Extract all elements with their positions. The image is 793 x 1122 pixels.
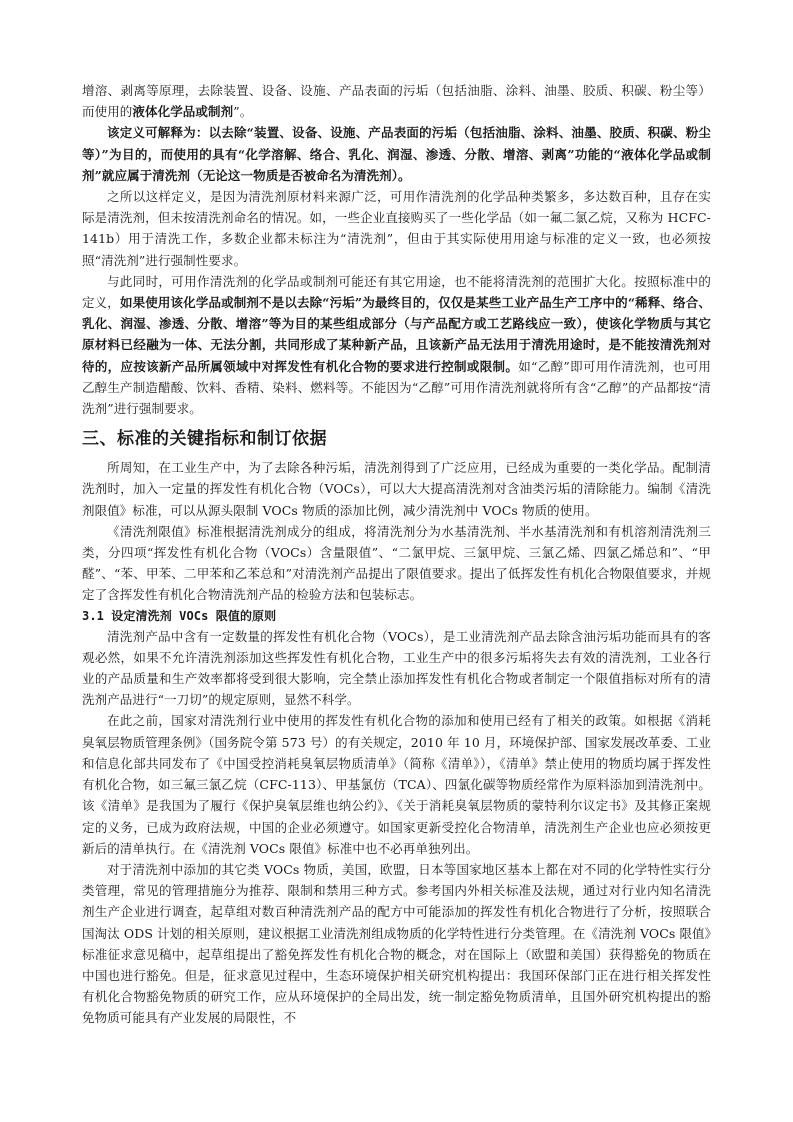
document-page: [82, 80, 711, 1029]
paragraph-classification: 《清洗剂限值》标准根据清洗剂成分的组成，将清洗剂分为水基清洗剂、半水基清洗剂和有机溶剂清洗剂三类，分四项“挥发性有机化合物（VOCs）含量限值”、“二氯甲烷、三氯甲烷、三氯乙烯、四氯乙烯总和”、“甲醛”、“苯、甲苯、二甲苯和乙苯总和”对清洗剂产品提出了限值要求。提出了低挥发性有机化合物限值要求，并规定了含挥发性有机化合物清洗剂产品的检验方法和包装标志。: [82, 523, 711, 603]
paragraph-reason: [82, 186, 711, 271]
paragraph-principle: 清洗剂产品中含有一定数量的挥发性有机化合物（VOCs），是工业清洗剂产品去除含油污垢功能而具有的客观必然，如果不允许清洗剂添加这些挥发性有机化合物，工业生产中的很多污垢将失去有效的清洗剂，工业各行业的产品质量和生产效率都将受到很大影响，完全禁止添加挥发性有机化合物或者制定一个限值指标对所有的清洗剂产品进行“一刀切”的规定原则，显然不科学。: [82, 628, 711, 708]
section-heading: 三、标准的关键指标和制订依据: [82, 429, 327, 450]
paragraph-intro: 所周知，在工业生产中，为了去除各种污垢，清洗剂得到了广泛应用，已经成为重要的一类化学品。配制清洗剂时，加入一定量的挥发性有机化合物（VOCs），可以大大提高清洗剂对含油类污垢的清除能力。编制《清洗剂限值》标准，可以从源头限制 VOCs 物质的添加比例，减少清洗剂中 VOCs 物质的使用。: [82, 460, 711, 518]
paragraph-policy: 在此之前，国家对清洗剂行业中使用的挥发性有机化合物的添加和使用已经有了相关的政策。如根据《消耗臭氧层物质管理条例》（国务院令第 573 号）的有关规定，2010 年 10 月，环境保护部、国家发展改革委、工业和信息化部共同发布了《中国受控消耗臭氧层物质清单》（简称《清单》），《清单》禁止使用的物质均属于挥发性有机化合物，如三氟三氯乙烷（CFC-113）、甲基氯仿（TCA）、四氯化碳等物质经常作为原料添加到清洗剂中。该《清单》是我国为了履行《保护臭氧层维也纳公约》、《关于消耗臭氧层物质的蒙特利尔议定书》及其修正案规定的义务，已成为政府法规，中国的企业必须遵守。如国家更新受控化合物清单，清洗剂生产企业也应必须按更新后的清单执行。在《清洗剂 VOCs 限值》标准中也不必再单独列出。: [82, 713, 711, 856]
paragraph-definition-explanation: [82, 122, 711, 186]
text-run: 增溶、剥离等原理，去除装置、设备、设施、产品表面的污垢（包括油脂、涂料、油墨、胶质、积碳、粉尘等）而使用的: [82, 83, 711, 120]
text-run: 如“乙醇”即可用作清洗剂，也可用乙醇生产制造醋酸、饮料、香精、染料、燃料等。不能因为“乙醇”可用作清洗剂就将所有含“乙醇”的产品都按“清洗剂”进行强制要求。: [82, 358, 711, 417]
text-run: ”。: [233, 104, 253, 120]
paragraph-definition-end: [82, 80, 711, 122]
bold-text-run: 该定义可解释为：以去除“装置、设备、设施、产品表面的污垢（包括油脂、涂料、油墨、胶质、积碳、粉尘等）”为目的，而使用的具有“化学溶解、络合、乳化、润湿、渗透、分散、增溶、剥离”功能的“液体化学品或制剂”就应属于清洗剂（无论这一物质是否被命名为清洗剂）。: [82, 125, 711, 183]
bold-text-run: 液体化学品或制剂: [132, 104, 234, 120]
paragraph-scope-limit: [82, 271, 711, 419]
text-run: 与此同时，可用作清洗剂的化学品或制剂可能还有其它用途，也不能将清洗剂的范围扩大化。按照标准中的定义，: [82, 273, 711, 311]
paragraph-classification-management: 对于清洗剂中添加的其它类 VOCs 物质，美国，欧盟，日本等国家地区基本上都在对不同的化学特性实行分类管理，常见的管理措施分为推荐、限制和禁用三种方式。参考国内外相关标准及法规，通过对行业内知名清洗剂生产企业进行调查，起草组对数百种清洗剂产品的配方中可能添加的挥发性有机化合物进行了分析，按照联合国淘汰 ODS 计划的相关原则，建议根据工业清洗剂组成物质的化学特性进行分类管理。在《清洗剂 VOCs 限值》标准征求意见稿中，起草组提出了豁免挥发性有机化合物的概念，对在国际上（欧盟和美国）获得豁免的物质在中国也进行豁免。但是，征求意见过程中，生态环境保护相关研究机构提出：我国环保部门正在进行相关挥发性有机化合物豁免物质的研究工作，应从环境保护的全局出发，统一制定豁免物质清单，且国外研究机构提出的豁免物质可能具有产业发展的局限性，不: [82, 861, 712, 1026]
text-run: 之所以这样定义，是因为清洗剂原材料来源广泛，可用作清洗剂的化学品种类繁多，多达数百种，且存在实际是清洗剂，但未按清洗剂命名的情况。如，一些企业直接购买了一些化学品（如一氟二氯乙烷，又称为 HCFC-141b）用于清洗工作，多数企业都未标注为“清洗剂”，但由于其实际使用用途与标准的定义一致，也必须按照“清洗剂”进行强制性要求。: [82, 189, 711, 268]
subsection-heading: 3.1 设定清洗剂 VOCs 限值的原则: [82, 608, 277, 623]
bold-text-run: 如果使用该化学品或制剂不是以去除“污垢”为最终目的，仅仅是某些工业产品生产工序中的“稀释、络合、乳化、润湿、渗透、分散、增溶”等为目的某些组成部分（与产品配方或工艺路线应一致），使该化学物质与其它原材料已经融为一体、无法分割，共同形成了某种新产品，且该新产品无法用于清洗用途时，是不能按清洗剂对待的，应按该新产品所属领域中对挥发性有机化合物的要求进行控制或限制。: [82, 295, 711, 374]
